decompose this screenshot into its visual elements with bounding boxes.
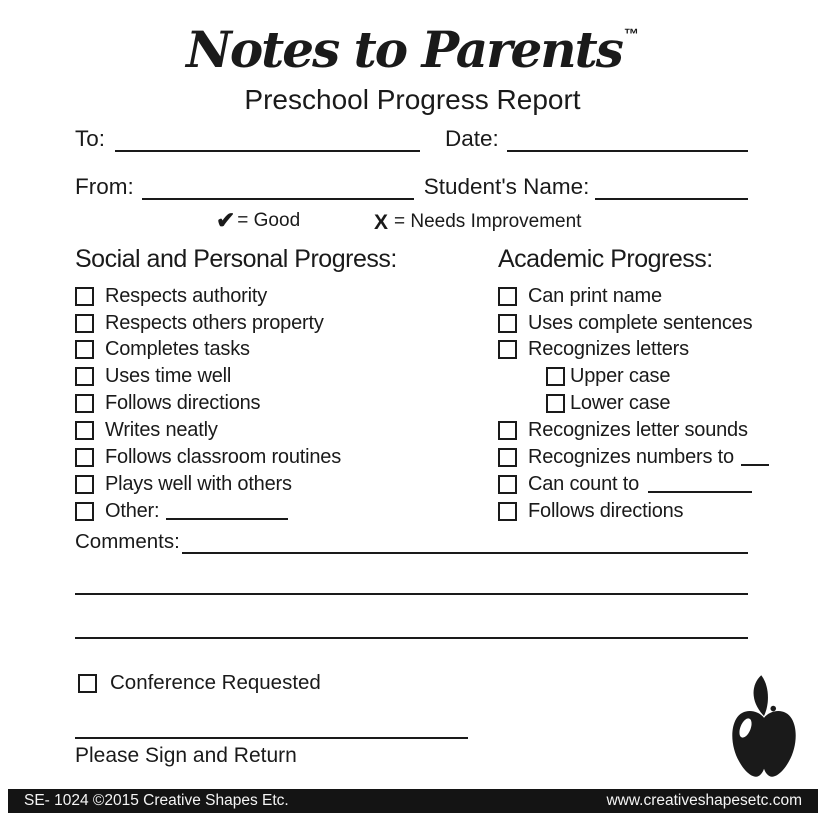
checklist-item-follows-directions-academic — [498, 498, 769, 525]
legend-needs-improvement-label: = Needs Improvement — [394, 211, 582, 232]
footer-product-code: SE- 1024 ©2015 Creative Shapes Etc. — [24, 792, 289, 810]
checklist-item-label: Respects others property — [105, 311, 324, 334]
comments-label: Comments: — [75, 530, 180, 554]
checkbox[interactable] — [546, 394, 565, 413]
checklist-item-print-name — [498, 283, 769, 310]
checkbox[interactable] — [75, 340, 94, 359]
comments-line-3[interactable] — [75, 637, 748, 639]
checkbox[interactable] — [75, 502, 94, 521]
checkbox[interactable] — [75, 314, 94, 333]
conference-requested-row — [78, 671, 321, 695]
conference-checkbox[interactable] — [78, 674, 97, 693]
other-write-in-line[interactable] — [166, 503, 288, 520]
academic-progress-heading: Academic Progress: — [498, 245, 713, 273]
checklist-item-label: Recognizes numbers to — [528, 446, 734, 469]
date-label: Date: — [445, 126, 499, 152]
to-label: To: — [75, 126, 106, 152]
social-progress-section — [75, 245, 498, 525]
checklist-item-label: Follows classroom routines — [105, 446, 341, 469]
checklist-item-classroom-routines — [75, 444, 498, 471]
trademark-symbol: ™ — [623, 26, 639, 43]
x-mark-icon: X — [374, 210, 389, 234]
checkbox[interactable] — [498, 448, 517, 467]
form-title-text: Notes to Parents — [186, 20, 622, 79]
from-field-line[interactable] — [142, 172, 414, 200]
checklist-item-label: Follows directions — [105, 392, 261, 415]
checklist-item-label: Recognizes letter sounds — [528, 419, 748, 442]
checklist-item-respects-property — [75, 310, 498, 337]
checkbox[interactable] — [75, 421, 94, 440]
footer-website: www.creativeshapesetc.com — [606, 792, 802, 810]
checklist-item-letter-sounds — [498, 417, 769, 444]
checklist-item-label: Uses complete sentences — [528, 311, 753, 334]
to-field-line[interactable] — [115, 124, 420, 152]
to-date-row — [75, 120, 748, 152]
checklist-item-label: Respects authority — [105, 284, 268, 307]
checklist-item-other — [75, 498, 498, 525]
sign-and-return-label: Please Sign and Return — [75, 744, 297, 767]
checkbox[interactable] — [75, 287, 94, 306]
checkbox[interactable] — [498, 421, 517, 440]
checklist-item-writes-neatly — [75, 417, 498, 444]
checklist-item-label: Can count to — [528, 472, 640, 495]
checkbox[interactable] — [498, 287, 517, 306]
legend-needs-improvement — [374, 211, 581, 233]
form-subtitle: Preschool Progress Report — [244, 84, 581, 115]
checkbox[interactable] — [75, 475, 94, 494]
checklist-item-label: Plays well with others — [105, 472, 292, 495]
legend-good — [216, 209, 300, 232]
checklist-item-label: Recognizes letters — [528, 338, 689, 361]
checklist-item-label: Writes neatly — [105, 419, 218, 442]
checklist-item-recognizes-letters — [498, 337, 769, 364]
checklist-item-label: Follows directions — [528, 499, 684, 522]
checkbox[interactable] — [75, 394, 94, 413]
checkbox[interactable] — [498, 314, 517, 333]
comments-line-1[interactable] — [182, 528, 748, 554]
checkbox[interactable] — [498, 340, 517, 359]
checklist-item-label: Completes tasks — [105, 338, 250, 361]
numbers-to-write-in-line[interactable] — [741, 449, 769, 466]
comments-row — [75, 528, 748, 554]
checkbox[interactable] — [75, 448, 94, 467]
checklist-item-respects-authority — [75, 283, 498, 310]
checklist-item-label: Upper case — [570, 365, 671, 388]
date-field-line[interactable] — [507, 124, 748, 152]
form-title — [0, 22, 825, 77]
checkbox[interactable] — [75, 367, 94, 386]
academic-progress-section — [498, 245, 769, 525]
checklist-item-upper-case — [498, 363, 769, 390]
legend-good-label: = Good — [237, 209, 301, 231]
checkbox[interactable] — [498, 502, 517, 521]
checklist-item-follows-directions-social — [75, 390, 498, 417]
checklist-item-can-count — [498, 471, 769, 498]
footer-bar — [8, 789, 818, 813]
student-name-label: Student's Name: — [423, 174, 590, 200]
checklist-item-complete-sentences — [498, 310, 769, 337]
student-name-field-line[interactable] — [595, 172, 748, 200]
count-to-write-in-line[interactable] — [648, 476, 752, 493]
checklist-item-recognizes-numbers — [498, 444, 769, 471]
checklist-item-label: Uses time well — [105, 365, 232, 388]
conference-label: Conference Requested — [110, 671, 321, 694]
comments-line-2[interactable] — [75, 593, 748, 595]
checklist-item-label: Other: — [105, 499, 160, 522]
signature-line[interactable] — [75, 737, 468, 739]
from-student-row — [75, 168, 748, 200]
checklist-item-uses-time-well — [75, 363, 498, 390]
checklist-item-label: Lower case — [570, 392, 671, 415]
checkbox[interactable] — [498, 475, 517, 494]
apple-icon — [727, 674, 801, 787]
checklist-item-label: Can print name — [528, 284, 662, 307]
checklist-item-completes-tasks — [75, 337, 498, 364]
checkbox[interactable] — [546, 367, 565, 386]
social-progress-heading: Social and Personal Progress: — [75, 245, 397, 273]
checkmark-icon: ✔ — [216, 207, 236, 233]
from-label: From: — [75, 174, 134, 200]
checklist-item-lower-case — [498, 390, 769, 417]
checklist-item-plays-well — [75, 471, 498, 498]
checklist-columns — [75, 245, 753, 525]
